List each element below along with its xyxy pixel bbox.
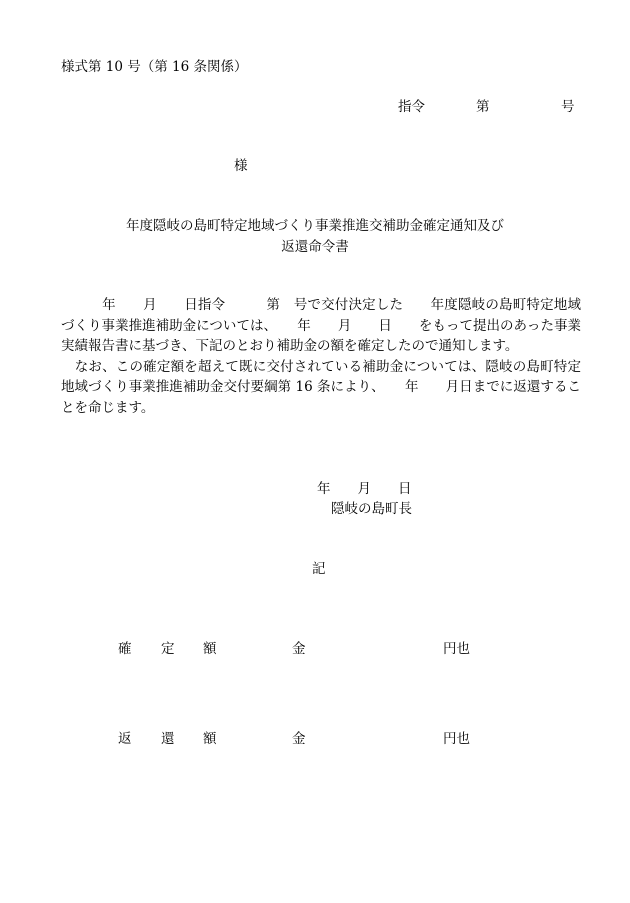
return-label-char-2: 還 bbox=[161, 731, 175, 747]
notice-body bbox=[61, 295, 581, 418]
recipient-honorific: 様 bbox=[234, 158, 248, 174]
confirmed-label-char-3: 額 bbox=[203, 641, 217, 657]
confirmed-amount-row bbox=[0, 637, 630, 657]
return-label-char-3: 額 bbox=[203, 731, 217, 747]
return-amount-row bbox=[0, 727, 630, 747]
order-prefix: 指令 bbox=[398, 99, 425, 115]
form-number: 様式第 10 号（第 16 条関係） bbox=[61, 59, 248, 75]
issuer-name: 隠岐の島町長 bbox=[331, 501, 412, 517]
confirmed-label-char-2: 定 bbox=[161, 641, 175, 657]
confirmed-label-char-1: 確 bbox=[118, 641, 132, 657]
confirmed-currency-suffix: 円也 bbox=[443, 641, 470, 657]
order-dai: 第 bbox=[476, 99, 490, 115]
return-currency-suffix: 円也 bbox=[443, 731, 470, 747]
return-label-char-1: 返 bbox=[118, 731, 132, 747]
body-paragraph-1: 年 月 日指令 第 号で交付決定した 年度隠岐の島町特定地域づくり事業推進補助金については、 年 月 日 をもって提出のあった事業実績報告書に基づき、下記のとおり補助金の額を確定したので通知します。 bbox=[61, 297, 581, 354]
body-paragraph-2: なお、この確定額を超えて既に交付されている補助金については、隠岐の島町特定地域づくり事業推進補助金交付要綱第 16 条により、 年 月日までに返還することを命じます。 bbox=[61, 358, 581, 416]
confirmed-currency-prefix: 金 bbox=[292, 641, 306, 657]
document-title-line2: 返還命令書 bbox=[281, 239, 349, 255]
document-title-line1: 年度隠岐の島町特定地域づくり事業推進交補助金確定通知及び bbox=[126, 218, 504, 234]
order-go: 号 bbox=[561, 99, 575, 115]
return-currency-prefix: 金 bbox=[292, 731, 306, 747]
notes-heading: 記 bbox=[312, 561, 326, 577]
issue-date: 年 月 日 bbox=[317, 481, 412, 497]
